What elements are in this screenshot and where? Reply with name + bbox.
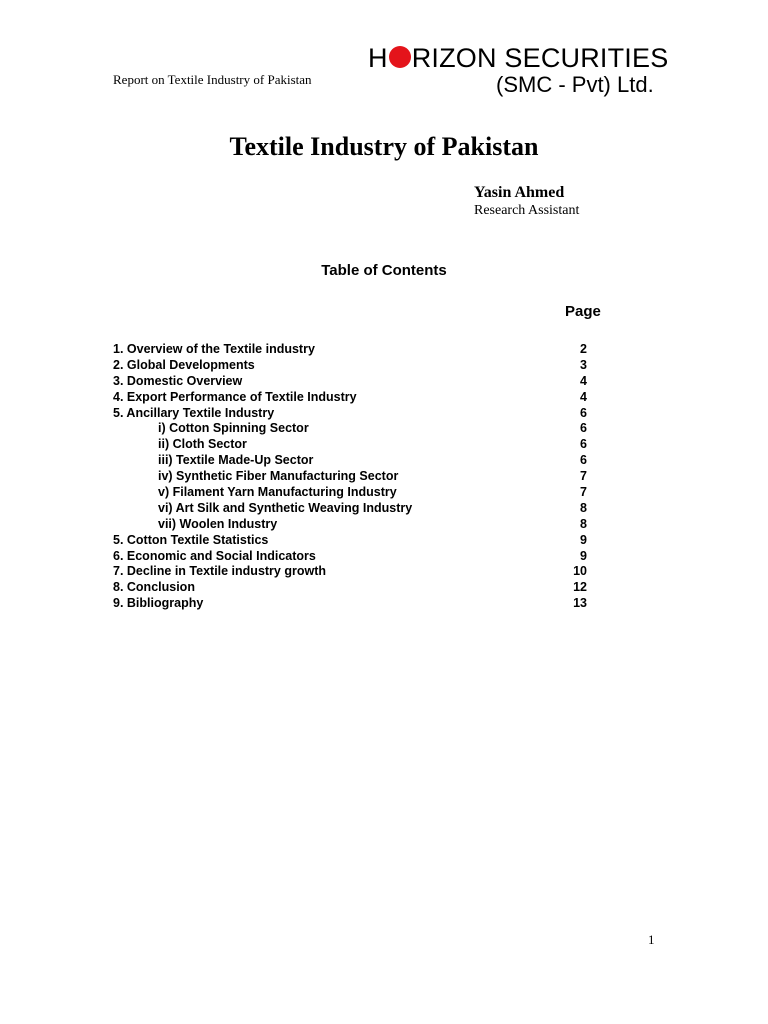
toc-entry: 9. Bibliography 13 (113, 596, 587, 611)
toc-subentry: v) Filament Yarn Manufacturing Industry 7 (158, 485, 587, 500)
company-logo (368, 42, 668, 102)
document-title: Textile Industry of Pakistan (229, 132, 539, 161)
toc-subentry: i) Cotton Spinning Sector 6 (158, 421, 587, 436)
toc-entry: 2. Global Developments 3 (113, 357, 587, 372)
logo-subtitle: (SMC - Pvt) Ltd. (496, 72, 654, 97)
author-role: Research Assistant (474, 203, 580, 218)
toc-entry: 3. Domestic Overview 4 (113, 373, 587, 388)
page-number: 1 (648, 932, 655, 947)
toc-page-column-heading: Page (565, 303, 601, 320)
toc-entry: 1. Overview of the Textile industry 2 (113, 342, 587, 356)
toc-entry: 7. Decline in Textile industry growth 10 (113, 564, 587, 579)
toc-subentry: iv) Synthetic Fiber Manufacturing Sector 7 (158, 469, 587, 484)
author-name: Yasin Ahmed (474, 184, 565, 201)
toc-subentry: vii) Woolen Industry 8 (158, 516, 587, 531)
toc-entry: 5. Ancillary Textile Industry 6 (113, 405, 587, 420)
table-of-contents (113, 341, 593, 611)
toc-heading: Table of Contents (321, 262, 447, 279)
toc-entry: 8. Conclusion 12 (113, 580, 587, 595)
toc-subentry: iii) Textile Made-Up Sector 6 (158, 453, 587, 468)
toc-subentry: vi) Art Silk and Synthetic Weaving Industry 8 (158, 500, 587, 515)
running-header: Report on Textile Industry of Pakistan (113, 72, 312, 87)
toc-entry: 4. Export Performance of Textile Industry 4 (113, 389, 587, 404)
logo-red-circle-icon (389, 46, 411, 68)
toc-entry: 6. Economic and Social Indicators 9 (113, 548, 587, 563)
toc-entry: 5. Cotton Textile Statistics 9 (113, 532, 587, 547)
logo-wordmark: H RIZON SECURITIES (368, 43, 669, 73)
toc-subentry: ii) Cloth Sector 6 (158, 437, 587, 452)
